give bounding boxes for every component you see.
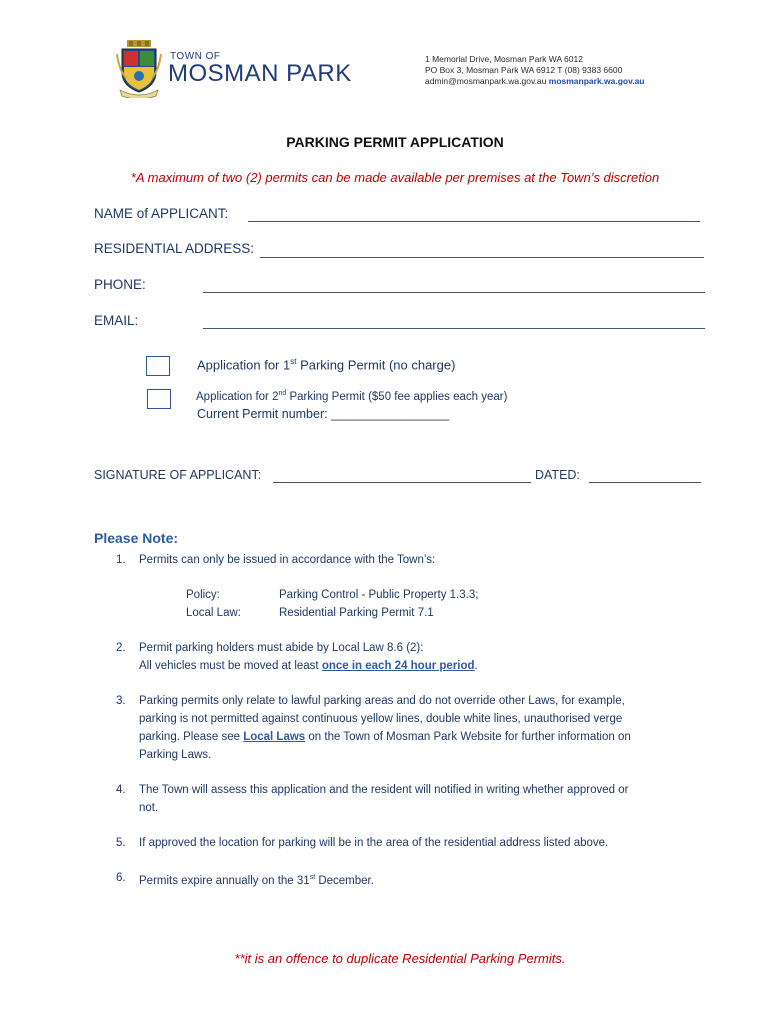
logo-town-of: TOWN OF: [170, 51, 221, 62]
note-item-2-line-2: All vehicles must be moved at least once in each 24 hour period.: [139, 660, 478, 672]
note-item-4-line-1: The Town will assess this application and the resident will notified in writing whether approved or: [139, 784, 629, 796]
local-law-label: Local Law:: [186, 607, 241, 619]
local-laws-link[interactable]: Local Laws: [243, 731, 306, 743]
contact-email: admin@mosmanpark.wa.gov.au: [425, 76, 547, 86]
website-link[interactable]: mosmanpark.wa.gov.au: [548, 76, 645, 86]
address-line-2: PO Box 3, Mosman Park WA 6912 T (08) 9383 6600: [425, 65, 623, 75]
email-field[interactable]: [203, 328, 705, 329]
dated-label: DATED:: [535, 468, 580, 482]
hour-period-link[interactable]: once in each 24 hour period: [321, 660, 475, 672]
note-item-1-number: 1.: [116, 554, 126, 566]
please-note-heading: Please Note:: [94, 530, 179, 546]
phone-label: PHONE:: [94, 277, 146, 292]
note-item-5-number: 5.: [116, 837, 126, 849]
address-label: RESIDENTIAL ADDRESS:: [94, 241, 255, 256]
form-title: PARKING PERMIT APPLICATION: [286, 134, 504, 150]
note-item-3-line-1: Parking permits only relate to lawful parking areas and do not override other Laws, for example,: [139, 695, 625, 707]
phone-field[interactable]: [203, 292, 705, 293]
policy-value: Parking Control - Public Property 1.3.3;: [279, 589, 479, 601]
note-item-3-line-3: parking. Please see Local Laws on the Town of Mosman Park Website for further information on: [139, 731, 631, 743]
policy-label: Policy:: [186, 589, 220, 601]
logo-town-name: MOSMAN PARK: [168, 60, 352, 87]
current-permit-number-field[interactable]: Current Permit number: _________________: [197, 407, 450, 421]
note-item-1: Permits can only be issued in accordance with the Town’s:: [139, 554, 436, 566]
address-line-3: [425, 76, 645, 86]
note-item-3-line-2: parking is not permitted against continuous yellow lines, double white lines, unauthorised verge: [139, 713, 623, 725]
first-permit-checkbox[interactable]: [146, 356, 170, 376]
dated-field[interactable]: [589, 482, 701, 483]
local-law-value: Residential Parking Permit 7.1: [279, 607, 434, 619]
duplicate-offence-warning: **it is an offence to duplicate Residential Parking Permits.: [234, 951, 566, 966]
note-item-6-number: 6.: [116, 872, 126, 884]
name-label: NAME of APPLICANT:: [94, 206, 229, 221]
note-item-3-number: 3.: [116, 695, 126, 707]
address-field[interactable]: [260, 257, 704, 258]
note-item-4-number: 4.: [116, 784, 126, 796]
town-crest-logo: [116, 40, 162, 98]
signature-field[interactable]: [273, 482, 531, 483]
note-item-4-line-2: not.: [139, 802, 159, 814]
note-item-3-line-4: Parking Laws.: [139, 749, 212, 761]
note-item-2-line-1: Permit parking holders must abide by Local Law 8.6 (2):: [139, 642, 424, 654]
signature-label: SIGNATURE OF APPLICANT:: [94, 468, 262, 482]
max-permits-note: *A maximum of two (2) permits can be made available per premises at the Town’s discretion: [130, 170, 660, 185]
second-permit-label: Application for 2nd Parking Permit ($50 fee applies each year): [196, 390, 508, 403]
address-line-1: 1 Memorial Drive, Mosman Park WA 6012: [425, 54, 583, 64]
note-item-5: If approved the location for parking will be in the area of the residential address listed above.: [139, 837, 609, 849]
note-item-2-number: 2.: [116, 642, 126, 654]
email-label: EMAIL:: [94, 313, 139, 328]
note-item-6: Permits expire annually on the 31st December.: [139, 874, 374, 887]
second-permit-checkbox[interactable]: [147, 389, 171, 409]
name-field[interactable]: [248, 221, 700, 222]
first-permit-label: Application for 1st Parking Permit (no charge): [197, 357, 456, 373]
